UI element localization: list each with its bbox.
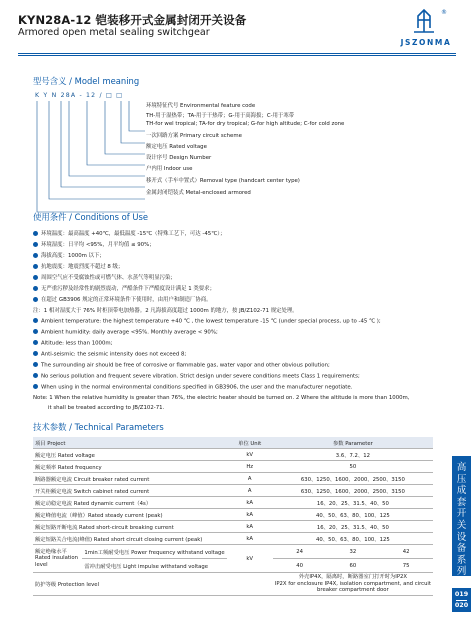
model-meaning-heading: 型号含义 / Model meaning	[33, 76, 140, 86]
table-row-protection: 防护等级 Protection level 外壳IP4X，隔离时，断路器室门打开时为IP2X IP2X for enclosure IP4X, isolation compartment, and circuit breaker compartment door	[33, 573, 433, 596]
model-label-rated-voltage: 额定电压 Rated voltage	[146, 144, 207, 150]
insulation-label: 额定绝缘水平 Rated insulation level	[33, 545, 82, 573]
table-row: 额定频率 Rated frequency Hz 50	[33, 461, 433, 473]
protection-value: 外壳IP4X，隔离时，断路器室门打开时为IP2X IP2X for enclosure IP4X, isolation compartment, and circuit breaker compartment door	[273, 573, 433, 596]
condition-cn-item: 在超过 GB3906 规定的正常环境条件下使用时，由用户和制造厂协商。	[33, 295, 212, 303]
table-row: 开关柜额定电流 Switch cabinet rated current A 630、1250、1600、2000、2500、3150	[33, 485, 433, 497]
bullet-icon	[33, 351, 38, 356]
table-row: 额定短路开断电流 Rated short-circuit breaking current kA 16、20、25、31.5、40、50	[33, 521, 433, 533]
tech-params-table	[33, 437, 433, 596]
condition-en-item: When using in the normal environmental conditions specified in GB3906, the user and the manufacturer negotiate.	[33, 384, 352, 391]
header-divider	[18, 53, 456, 54]
condition-cn-item: 环境温度：最高温度 +40℃，最低温度 -15℃（特殊工艺下，可达 -45℃）；	[33, 229, 225, 237]
page-number-top: 019	[454, 590, 469, 598]
series-side-tab	[452, 456, 471, 576]
registered-mark: ®	[441, 9, 447, 16]
brand-name: JSZONMA	[400, 38, 452, 47]
model-label-primary-circuit: 一次回路方案 Primary circuit scheme	[146, 133, 242, 139]
condition-cn-note: 注：1 相对湿度大于 76% 时柜顶带电加热器。2 凡海拔高度超过 1000m 的地方，按 JB/Z102-71 规定处理。	[33, 308, 298, 314]
logo-mark-icon	[396, 6, 456, 38]
condition-en-note-cont: it shall be treated according to JB/Z102-71.	[48, 405, 165, 411]
table-row: 额定短路关合电流(峰值) Rated short circuit closing current (peak) kA 40、50、63、80、100、125	[33, 533, 433, 545]
series-side-text: 高 压 成 套 开 关 设 备 系 列	[456, 462, 467, 578]
bullet-icon	[33, 362, 38, 367]
page-subtitle: Armored open metal sealing switchgear	[18, 27, 210, 38]
bullet-icon	[33, 286, 38, 291]
table-row: 额定动稳定电流 Rated dynamic current（4s） kA 16、20、25、31.5、40、50	[33, 497, 433, 509]
table-header-row	[33, 437, 433, 449]
condition-cn-item: 无严重污秽及经常性的剧烈震动，严酷条件下严酷度设计满足 1 类要求；	[33, 284, 215, 292]
model-label-env-code: 环境特征代号 Environmental feature code	[146, 103, 256, 109]
header-project: 项目 Project	[33, 437, 227, 449]
bullet-icon	[33, 318, 38, 323]
model-label-design-number: 设计序号 Design Number	[146, 155, 212, 161]
condition-en-item: Ambient temperature: the highest temperature +40 ℃ , the lowest temperature -15 ℃ (under special process, up to -45 ℃ );	[33, 318, 381, 325]
bullet-icon	[33, 340, 38, 345]
table-row: 断路器额定电流 Circuit breaker rated current A 630、1250、1600、2000、2500、3150	[33, 473, 433, 485]
bullet-icon	[33, 231, 38, 236]
condition-en-item: No serious pollution and frequent severe vibration. Strict design under severe conditions meets Class 1 requirements;	[33, 373, 360, 380]
bullet-icon	[33, 384, 38, 389]
condition-cn-item: 海拔高度：1000m 以下；	[33, 251, 105, 259]
table-row: 额定峰值电流（峰值）Rated steady current (peak) kA 40、50、63、80、100、125	[33, 509, 433, 521]
model-code: K Y N 28A - 12 / □ □	[35, 92, 124, 99]
page-title: KYN28A-12 铠装移开式金属封闭开关设备	[18, 13, 247, 27]
bullet-icon	[33, 242, 38, 247]
condition-en-item: Altitude: less than 1000m;	[33, 340, 113, 347]
model-label-metal-enclosed: 金属封闭铠装式 Metal-enclosed armored	[146, 190, 251, 196]
bullet-icon	[33, 253, 38, 258]
condition-en-item: The surrounding air should be free of corrosive or flammable gas, water vapor and other obvious pollution;	[33, 362, 330, 369]
brand-logo	[396, 6, 456, 50]
table-row: 额定电压 Rated voltage kV 3.6、7.2、12	[33, 449, 433, 461]
page-number-box	[452, 588, 471, 612]
page-number-bottom: 020	[454, 601, 469, 609]
tech-params-heading: 技术参数 / Technical Parameters	[33, 422, 164, 432]
table-row-insulation: 额定绝缘水平 Rated insulation level 1min工频耐受电压 Power frequency withstand voltage kV 24 32 42	[33, 545, 433, 559]
condition-en-item: Ambient humidity: daily average <95%. Monthly average < 90%;	[33, 329, 218, 336]
condition-en-item: Anti-seismic: the seismic intensity does not exceed 8;	[33, 351, 186, 358]
bullet-icon	[33, 297, 38, 302]
condition-cn-item: 周围空气应不受腐蚀性或可燃气体、水蒸气等明显污染；	[33, 273, 176, 281]
model-label-indoor: 户内用 Indoor use	[146, 166, 193, 172]
condition-cn-item: 环境湿度：日平均 <95%，月平均值 ≤ 90%；	[33, 240, 155, 248]
conditions-heading: 使用条件 / Conditions of Use	[33, 212, 149, 222]
bullet-icon	[33, 264, 38, 269]
condition-cn-item: 抗地震度：地震烈度不超过 8 级；	[33, 262, 123, 270]
header-param: 参数 Parameter	[273, 437, 433, 449]
condition-en-note: Note: 1 When the relative humidity is greater than 76%, the electric heater should be turned on. 2 Where the altitude is more than 1000m,	[33, 395, 410, 401]
model-label-env-en: TH-for wel tropical; TA-for dry tropical; G-for high altitude; C-for cold zone	[146, 121, 345, 127]
model-label-removal-type: 移开式（手车中置式）Removal type (handcart center type)	[146, 178, 300, 184]
model-label-env-cn: TH-用于湿热带；TA-用于干热带；G-用于高海拔；C-用于寒带	[146, 113, 295, 119]
bullet-icon	[33, 329, 38, 334]
table-row-insulation-2: 雷冲击耐受电压 Light impulse withstand voltage 40 60 75	[33, 559, 433, 573]
header-divider-2	[18, 55, 456, 56]
header-unit: 单位 Unit	[227, 437, 273, 449]
bullet-icon	[33, 373, 38, 378]
bullet-icon	[33, 275, 38, 280]
